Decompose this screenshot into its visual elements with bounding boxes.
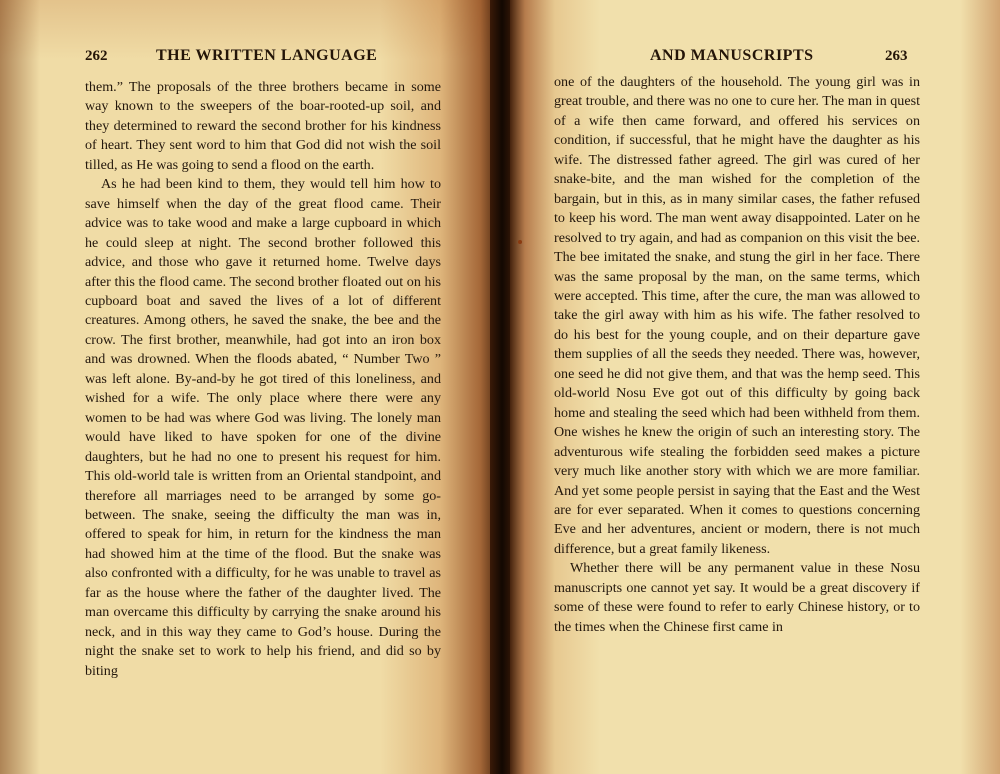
right-running-head-text: AND MANUSCRIPTS — [650, 47, 814, 64]
left-running-head — [156, 47, 377, 65]
right-page-body — [554, 73, 920, 637]
left-page-header — [85, 47, 108, 65]
left-running-head-text: THE WRITTEN LANGUAGE — [156, 47, 378, 64]
right-page-number: 263 — [885, 48, 908, 64]
right-running-head — [650, 47, 814, 65]
right-page — [510, 0, 1000, 774]
left-page-body — [85, 78, 441, 681]
right-paragraph-1: one of the daughters of the household. The young girl was in great trouble, and there was no one to cure her. The man in quest of a wife then came forward, and offered his services on condition, if successful, that he might have the daughter as his wife. The distressed father agreed. The girl was cured of her snake-bite, and the man wished for the completion of the bargain, but in this, as in many similar cases, the father refused to keep his word. The man went away disappointed. Later on he resolved to try again, and had as companion on this visit the bee. The bee imitated the snake, and stung the girl in her face. There was the same proposal by the man, on the same terms, which were accepted. This time, after the cure, the man was allowed to take the girl away with him as his wife. The father resolved to do his best for the young couple, and on their departure gave them supplies of all the seeds they needed. There was, however, one seed he did not give them, and that was the hemp seed. This old-world Nosu Eve got out of this difficulty by going back home and stealing the seed which had been withheld from them. One wishes he knew the origin of such an interesting story. The adventurous wife stealing the forbidden seed makes a picture very much like another story with which we are more familiar. And yet some people persist in saying that the East and the West are for ever separated. When it comes to questions concerning Eve and her adventures, ancient or modern, there is not much difference, but a great family likeness. — [554, 74, 920, 557]
left-paragraph-2: As he had been kind to them, they would tell him how to save himself when the day of the great flood came. Their advice was to take wood and make a large cupboard in which he could sleep at night. The second brother followed this advice, and those who gave it returned home. Twelve days after this the flood came. The second brother floated out on his cupboard boat and saved the lives of a lot of different creatures. Among others, he saved the snake, the bee and the crow. The first brother, meanwhile, had got into an iron box and was drowned. When the floods abated, “ Number Two ” was left alone. By-and-by he got tired of this loneliness, and wished for a wife. The only place where there were any women to be had was where God was living. The lonely man would have liked to have spoken for one of the divine daughters, but he had no one to present his request for him. This old-world tale is written from an Oriental standpoint, and therefore all marriages need to be arranged by some go-between. The snake, seeing the difficulty the man was in, offered to speak for him, in return for the kindness the man had showed him at the time of the flood. But the snake was also confronted with a difficulty, for he was unable to travel as far as the house where the father of the daughter lived. The man overcame this difficulty by carrying the snake around his neck, and in this way they came to God’s house. During the night the snake set to work to help his friend, and did so by biting — [85, 176, 441, 679]
paper-blemish — [518, 240, 522, 244]
right-page-header — [885, 47, 908, 65]
left-paragraph-1: them.” The proposals of the three brothers became in some way known to the sweepers of the boar-rooted-up soil, and they determined to reward the second brother for his kindness of heart. They sent word to him that God did not wish the soil tilled, as He was going to send a flood on the earth. — [85, 79, 441, 173]
left-page-number: 262 — [85, 48, 108, 64]
right-paragraph-2: Whether there will be any permanent value in these Nosu manuscripts one cannot yet say. It would be a great discovery if some of these were found to refer to early Chinese history, or to the times when the Chinese first came in — [554, 560, 920, 635]
